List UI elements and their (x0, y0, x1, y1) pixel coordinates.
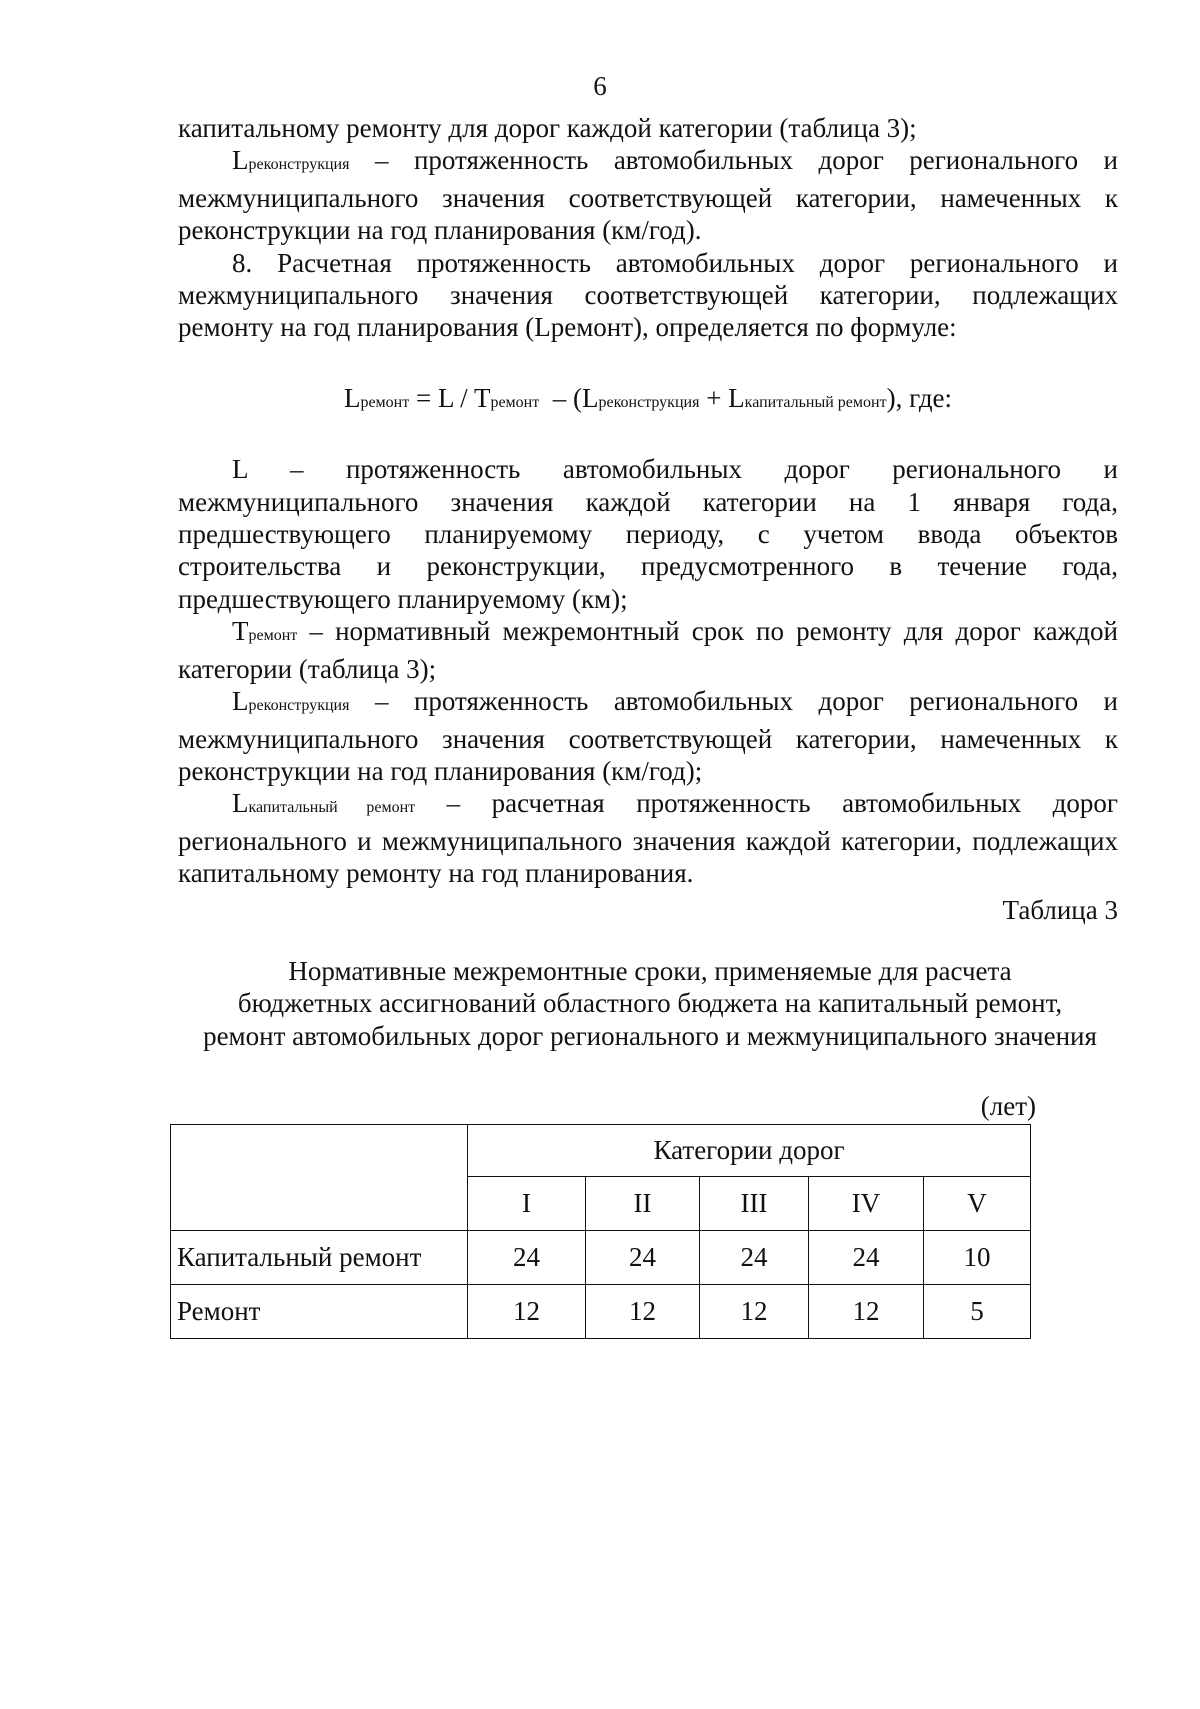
table-cell: 24 (809, 1231, 924, 1285)
symbol-subscript: ремонт (248, 627, 298, 645)
table-category-header: I (468, 1177, 586, 1231)
page-number: 6 (593, 71, 607, 101)
table-cell: 5 (924, 1285, 1031, 1339)
table-row (171, 1285, 1031, 1339)
symbol: L (232, 686, 249, 717)
definition-text: – протяженность автомобильных дорог регионального и межмуниципального значения соответствующей категории, намеченных к реконструкции на год планирования (км/год). (178, 145, 1118, 246)
table-row-label: Ремонт (171, 1285, 468, 1339)
formula-subscript: ремонт (360, 393, 410, 411)
formula-part: = L / T (409, 382, 491, 413)
table-row-label: Капитальный ремонт (171, 1231, 468, 1285)
table-title-line: Нормативные межремонтные сроки, применяемые для расчета (288, 956, 1012, 986)
paragraph-reconstruction-definition (178, 144, 1118, 246)
symbol: L (232, 788, 249, 819)
document-body (178, 112, 1118, 890)
definition-text: – расчетная протяженность автомобильных дорог регионального и межмуниципального значения каждой категории, подлежащих капитальному ремонту на год планирования. (178, 788, 1118, 889)
paragraph-continuation: капитальному ремонту для дорог каждой категории (таблица 3); (178, 113, 917, 143)
table-cell: 24 (586, 1231, 700, 1285)
table-header-row (171, 1125, 1031, 1177)
formula-subscript: реконструкция (598, 393, 700, 411)
table-cell: 24 (700, 1231, 809, 1285)
formula-subscript: ремонт (490, 393, 540, 411)
definition-text: – нормативный межремонтный срок по ремонту для дорог каждой категории (таблица 3); (178, 616, 1118, 684)
table-cell: 12 (700, 1285, 809, 1339)
formula (178, 382, 1118, 419)
norms-table (170, 1124, 1031, 1339)
paragraph-reconstruction-definition-2 (178, 685, 1118, 787)
symbol: T (232, 616, 249, 647)
table-label: Таблица 3 (1002, 895, 1118, 925)
table-units: (лет) (980, 1091, 1036, 1121)
formula-part: L (343, 382, 361, 413)
formula-part: ), где: (886, 382, 953, 413)
table-title-line: ремонт автомобильных дорог регионального и межмуниципального значения (203, 1020, 1097, 1051)
table-category-header: IV (809, 1177, 924, 1231)
formula-subscript: капитальный ремонт (744, 393, 887, 411)
formula-part: + L (699, 382, 745, 413)
table-title (170, 955, 1130, 1052)
table-cell: 12 (468, 1285, 586, 1339)
table-category-header: III (700, 1177, 809, 1231)
paragraph-T-definition (178, 615, 1118, 685)
paragraph-L-definition: L – протяженность автомобильных дорог регионального и межмуниципального значения каждой категории на 1 января года, предшествующего планируемому периоду, с учетом ввода объектов строительства и реконструкции, предусмотренного в течение года, предшествующего планируемому (км); (178, 454, 1118, 614)
table-row (171, 1231, 1031, 1285)
symbol-subscript: капитальный ремонт (248, 799, 416, 817)
definition-text: – протяженность автомобильных дорог регионального и межмуниципального значения соответствующей категории, намеченных к реконструкции на год планирования (км/год); (178, 686, 1118, 786)
symbol-subscript: реконструкция (248, 156, 350, 174)
formula-part: – (L (539, 382, 599, 413)
paragraph-item-8: 8. Расчетная протяженность автомобильных дорог регионального и межмуниципального значения соответствующей категории, подлежащих ремонту на год планирования (Lремонт), определяется по формуле: (178, 247, 1118, 343)
table-category-header: V (924, 1177, 1031, 1231)
table-corner-cell (171, 1125, 468, 1231)
table-category-header: II (586, 1177, 700, 1231)
table-cell: 12 (809, 1285, 924, 1339)
table-title-line: бюджетных ассигнований областного бюджета на капитальный ремонт, (237, 988, 1063, 1019)
paragraph-capital-repair-definition (178, 787, 1118, 889)
symbol: L (232, 145, 249, 176)
symbol-subscript: реконструкция (248, 697, 350, 715)
table-cell: 10 (924, 1231, 1031, 1285)
table-cell: 24 (468, 1231, 586, 1285)
table-cell: 12 (586, 1285, 700, 1339)
table-group-header: Категории дорог (468, 1125, 1031, 1177)
